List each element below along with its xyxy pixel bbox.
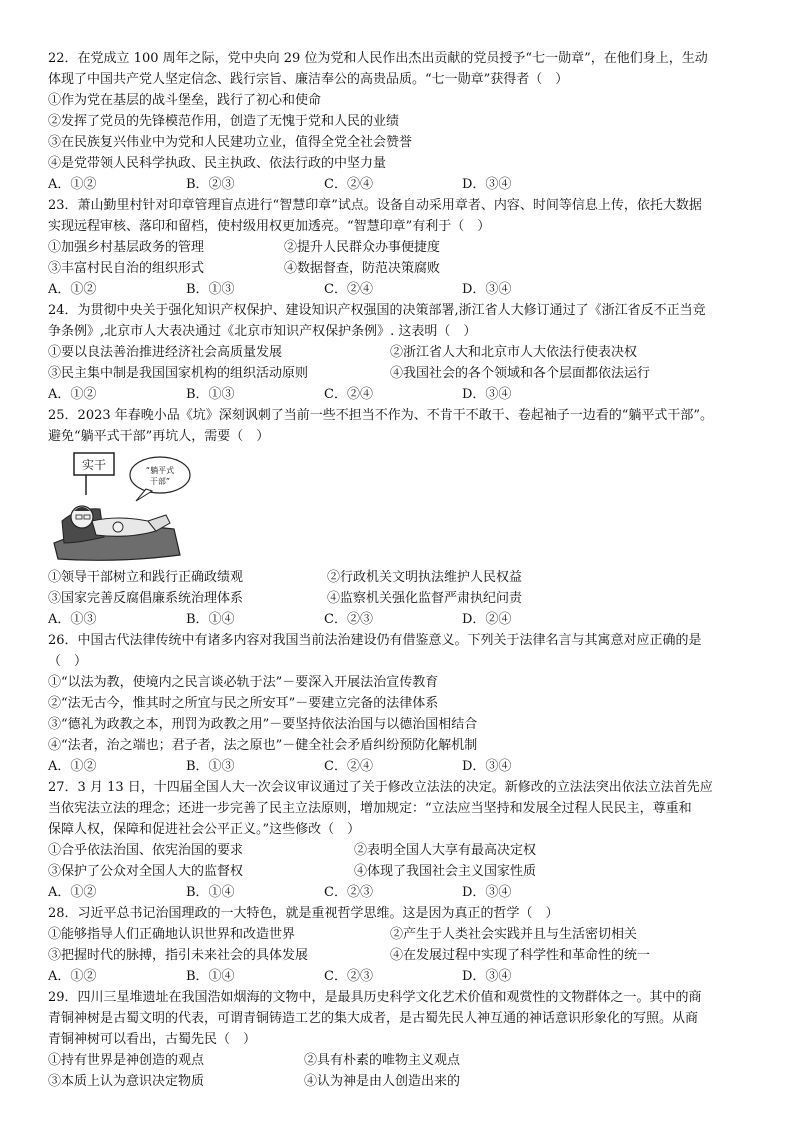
option-statement: ③“德礼为政教之本，刑罚为政教之用”－要坚持依法治国与以德治国相结合 (48, 717, 478, 732)
answer-choice-b: B．①④ (186, 885, 235, 900)
question-29 (48, 987, 758, 1092)
answer-choice-c: C．②③ (324, 969, 373, 984)
option-statement: ①作为党在基层的战斗堡垒，践行了初心和使命 (48, 93, 322, 108)
option-statement: ①“以法为教，使境内之民言谈必轨于法”－要深入开展法治宣传教育 (48, 675, 439, 690)
answer-choice-d: D．②④ (462, 612, 512, 627)
option-statement: ④数据督查，防范决策腐败 (284, 261, 441, 276)
answer-choice-d: D．③④ (462, 969, 512, 984)
question-22 (48, 48, 758, 195)
answer-choice-a: A．①② (48, 759, 97, 774)
option-statement: ②发挥了党员的先锋模范作用，创造了无愧于党和人民的业绩 (48, 114, 400, 129)
question-stem: 29．四川三星堆遗址在我国浩如烟海的文物中，是最具历史科学文化艺术价值和观赏性的文物群体之一。其中的商 (48, 990, 702, 1005)
option-row (48, 588, 758, 609)
option-row (48, 363, 758, 384)
answer-choice-b: B．①③ (186, 387, 235, 402)
question-stem: 避免“躺平式干部”再坑人，需要（ ） (48, 429, 270, 444)
option-statement: ②浙江省人大和北京市人大依法行使表决权 (390, 345, 638, 360)
option-row (48, 840, 758, 861)
answer-choice-b: B．②③ (186, 177, 235, 192)
answer-choice-a: A．①③ (48, 612, 97, 627)
option-statement: ③本质上认为意识决定物质 (48, 1074, 205, 1089)
answer-choices (48, 966, 758, 987)
option-statement: ④体现了我国社会主义国家性质 (354, 864, 537, 879)
answer-choice-d: D．③④ (462, 282, 512, 297)
option-row (48, 924, 758, 945)
answer-choice-a: A．①② (48, 969, 97, 984)
option-statement: ②行政机关文明执法维护人民权益 (327, 570, 523, 585)
question-28 (48, 903, 758, 987)
question-stem: 保障人权，保障和促进社会公平正义。”这些修改（ ） (48, 822, 361, 837)
answer-choices (48, 756, 758, 777)
option-statement: ②产生于人类社会实践并且与生活密切相关 (390, 927, 638, 942)
answer-choice-b: B．①④ (186, 612, 235, 627)
option-row (48, 1050, 758, 1071)
question-stem: 当依宪法立法的理念；还进一步完善了民主立法原则，增加规定：“立法应当坚持和发展全过程人民民主，尊重和 (48, 801, 692, 816)
option-statement: ④我国社会的各个领域和各个层面都依法运行 (390, 366, 651, 381)
answer-choice-c: C．②④ (324, 282, 373, 297)
option-statement: ③把握时代的脉搏，指引未来社会的具体发展 (48, 948, 309, 963)
exam-page (48, 48, 758, 1092)
svg-text:“躺平式: “躺平式 (145, 466, 175, 475)
option-statement: ③在民族复兴伟业中为党和人民建功立业，值得全党全社会赞誉 (48, 135, 413, 150)
answer-choice-a: A．①② (48, 177, 97, 192)
answer-choices (48, 174, 758, 195)
cartoon-illustration (48, 451, 208, 563)
question-stem: 27．3 月 13 日，十四届全国人大一次会议审议通过了关于修改立法法的决定。新修改的立法法突出依法立法首先应 (48, 780, 713, 795)
answer-choice-d: D．③④ (462, 885, 512, 900)
question-stem: 28．习近平总书记治国理政的一大特色，就是重视哲学思维。这是因为真正的哲学（ ） (48, 906, 559, 921)
answer-choice-d: D．③④ (462, 387, 512, 402)
option-statement: ③保护了公众对全国人大的监督权 (48, 864, 244, 879)
answer-choice-b: B．①④ (186, 969, 235, 984)
answer-choice-b: B．①③ (186, 282, 235, 297)
question-stem: 争条例》,北京市人大表决通过《北京市知识产权保护条例》. 这表明（ ） (48, 324, 477, 339)
cartoon-drawing (48, 451, 208, 563)
question-25 (48, 405, 758, 630)
answer-choice-a: A．①② (48, 387, 97, 402)
option-row (48, 567, 758, 588)
question-stem: 22．在党成立 100 周年之际，党中央向 29 位为党和人民作出杰出贡献的党员授予“七一勋章”，在他们身上，生动 (48, 51, 708, 66)
option-statement: ①合乎依法治国、依宪治国的要求 (48, 843, 244, 858)
question-stem: 26．中国古代法律传统中有诸多内容对我国当前法治建设仍有借鉴意义。下列关于法律名言与其寓意对应正确的是 (48, 633, 702, 648)
answer-choice-d: D．③④ (462, 759, 512, 774)
question-stem: 青铜神树是古蜀文明的代表，可谓青铜铸造工艺的集大成者，是古蜀先民人神互通的神话意识形象化的写照。从商 (48, 1011, 699, 1026)
option-row (48, 1071, 758, 1092)
answer-choice-d: D．③④ (462, 177, 512, 192)
answer-choices (48, 882, 758, 903)
question-23 (48, 195, 758, 300)
option-row (48, 342, 758, 363)
answer-choices (48, 279, 758, 300)
option-row (48, 861, 758, 882)
option-statement: ②“法无古今，惟其时之所宜与民之所安耳”－要建立完备的法律体系 (48, 696, 439, 711)
option-row (48, 945, 758, 966)
question-27 (48, 777, 758, 903)
option-statement: ④监察机关强化监督严肃执纪问责 (327, 591, 523, 606)
answer-choice-b: B．①③ (186, 759, 235, 774)
answer-choice-c: C．②④ (324, 387, 373, 402)
answer-choice-c: C．②③ (324, 885, 373, 900)
question-24 (48, 300, 758, 405)
option-statement: ②表明全国人大享有最高决定权 (354, 843, 537, 858)
option-statement: ④在发展过程中实现了科学性和革命性的统一 (390, 948, 651, 963)
option-statement: ①能够指导人们正确地认识世界和改造世界 (48, 927, 296, 942)
question-stem: 23．萧山勤里村针对印章管理盲点进行“智慧印章”试点。设备自动采用章者、内容、时间等信息上传，依托大数据 (48, 198, 702, 213)
option-statement: ①加强乡村基层政务的管理 (48, 240, 205, 255)
answer-choice-c: C．②④ (324, 177, 373, 192)
option-row (48, 258, 758, 279)
answer-choice-a: A．①② (48, 885, 97, 900)
question-stem: （ ） (48, 654, 88, 669)
question-stem: 25．2023 年春晚小品《坑》深刻讽刺了当前一些不担当不作为、不肯干不敢干、卷起袖子一边看的“躺平式干部”。 (48, 408, 714, 423)
option-statement: ③丰富村民自治的组织形式 (48, 261, 205, 276)
option-statement: ③民主集中制是我国国家机构的组织活动原则 (48, 366, 309, 381)
option-statement: ①持有世界是神创造的观点 (48, 1053, 205, 1068)
answer-choice-a: A．①② (48, 282, 97, 297)
option-row (48, 237, 758, 258)
answer-choices (48, 609, 758, 630)
option-statement: ④“法者，治之端也；君子者，法之原也”－健全社会矛盾纠纷预防化解机制 (48, 738, 478, 753)
cartoon-sign-text: 实干 (81, 458, 107, 472)
option-statement: ①要以良法善治推进经济社会高质量发展 (48, 345, 283, 360)
question-stem: 实现远程审核、落印和留档，使村级用权更加透亮。“智慧印章”有利于（ ） (48, 219, 491, 234)
question-stem: 24．为贯彻中央关于强化知识产权保护、建设知识产权强国的决策部署,浙江省人大修订通过了《浙江省反不正当竞 (48, 303, 706, 318)
option-statement: ②提升人民群众办事便捷度 (284, 240, 441, 255)
question-stem: 青铜神树可以看出，古蜀先民（ ） (48, 1032, 257, 1047)
option-statement: ④认为神是由人创造出来的 (304, 1074, 461, 1089)
option-statement: ③国家完善反腐倡廉系统治理体系 (48, 591, 244, 606)
answer-choice-c: C．②③ (324, 612, 373, 627)
option-statement: ②具有朴素的唯物主义观点 (304, 1053, 461, 1068)
option-statement: ①领导干部树立和践行正确政绩观 (48, 570, 244, 585)
answer-choice-c: C．②④ (324, 759, 373, 774)
question-stem: 体现了中国共产党人坚定信念、践行宗旨、廉洁奉公的高贵品质。“七一勋章”获得者（ ） (48, 72, 569, 87)
option-statement: ④是党带领人民科学执政、民主执政、依法行政的中坚力量 (48, 156, 387, 171)
question-26 (48, 630, 758, 777)
answer-choices (48, 384, 758, 405)
svg-text:干部”: 干部” (149, 477, 171, 486)
